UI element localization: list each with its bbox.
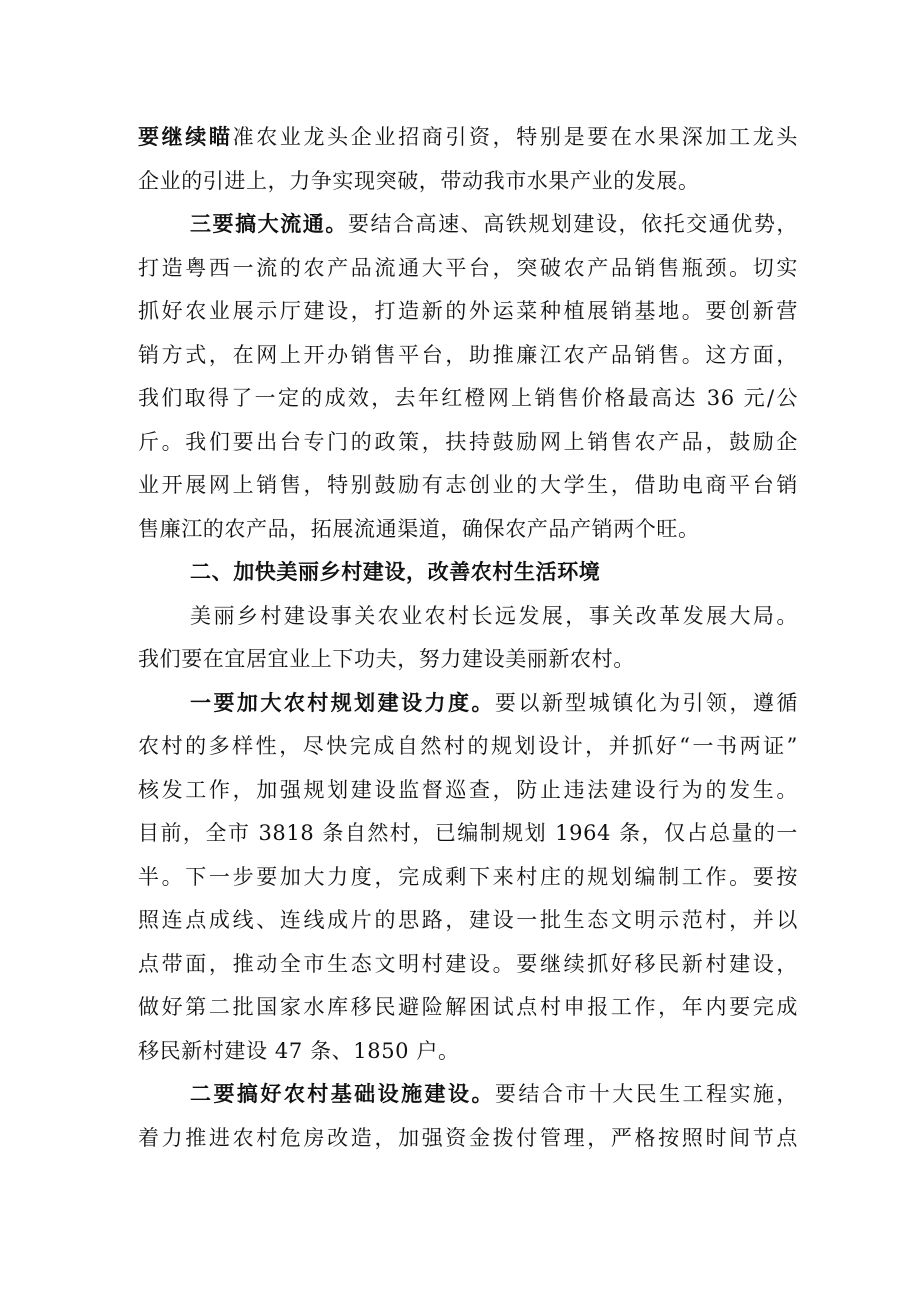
paragraph-line: 移民新村建设 47 条、1850 户。: [138, 1038, 460, 1063]
bold-lead: 二要搞好农村基础设施建设。: [190, 1082, 495, 1106]
paragraph-line: 业开展网上销售，特别鼓励有志创业的大学生，借助电商平台销: [138, 473, 798, 497]
paragraph-line: 美丽乡村建设事关农业农村长远发展，事关改革发展大局。: [190, 603, 798, 628]
paragraph-line: [138, 682, 798, 726]
paragraph-line: [138, 203, 798, 247]
paragraph-line: [138, 116, 798, 160]
paragraph-line: 点带面，推动全市生态文明村建设。要继续抓好移民新村建设，: [138, 951, 798, 976]
paragraph-line: 销方式，在网上开办销售平台，助推廉江农产品销售。这方面，: [138, 342, 798, 367]
paragraph-line: 售廉江的农产品，拓展流通渠道，确保农产品产销两个旺。: [138, 516, 700, 541]
paragraph-line: 我们取得了一定的成效，去年红橙网上销售价格最高达 36 元/公: [138, 386, 798, 410]
paragraph-line: 农村的多样性，尽快完成自然村的规划设计，并抓好“一书两证”: [138, 734, 798, 758]
document-page: [138, 116, 798, 1160]
bold-lead: 要继续瞄: [138, 125, 233, 149]
paragraph-line: 核发工作，加强规划建设监督巡查，防止违法建设行为的发生。: [138, 777, 798, 802]
bold-lead: 一要加大农村规划建设力度。: [190, 690, 495, 715]
paragraph-line: 企业的引进上，力争实现突破，带动我市水果产业的发展。: [138, 168, 700, 193]
bold-lead: 三要搞大流通。: [190, 212, 348, 236]
paragraph-line: 目前，全市 3818 条自然村，已编制规划 1964 条，仅占总量的一: [138, 821, 798, 845]
paragraph-text: 要结合市十大民生工程实施，: [494, 1082, 798, 1106]
paragraph-text: 要结合高速、高铁规划建设，依托交通优势，: [347, 212, 799, 236]
paragraph-line: 打造粤西一流的农产品流通大平台，突破农产品销售瓶颈。切实: [138, 255, 798, 280]
paragraph-text: 要以新型城镇化为引领，遵循: [494, 690, 798, 715]
paragraph-line: 着力推进农村危房改造，加强资金拨付管理，严格按照时间节点: [138, 1125, 798, 1150]
paragraph-line: 我们要在宜居宜业上下功夫，努力建设美丽新农村。: [138, 647, 635, 671]
paragraph-line: 抓好农业展示厅建设，打造新的外运菜种植展销基地。要创新营: [138, 299, 798, 323]
paragraph-text: 准农业龙头企业招商引资，特别是要在水果深加工龙头: [232, 125, 798, 149]
section-heading: 二、加快美丽乡村建设，改善农村生活环境: [190, 560, 601, 584]
paragraph-line: 照连点成线、连线成片的思路，建设一批生态文明示范村，并以: [138, 908, 798, 932]
paragraph-line: 半。下一步要加大力度，完成剩下来村庄的规划编制工作。要按: [138, 864, 798, 889]
paragraph-line: [138, 1073, 798, 1117]
paragraph-line: 斤。我们要出台专门的政策，扶持鼓励网上销售农产品，鼓励企: [138, 429, 798, 454]
paragraph-line: 做好第二批国家水库移民避险解困试点村申报工作，年内要完成: [138, 995, 798, 1019]
